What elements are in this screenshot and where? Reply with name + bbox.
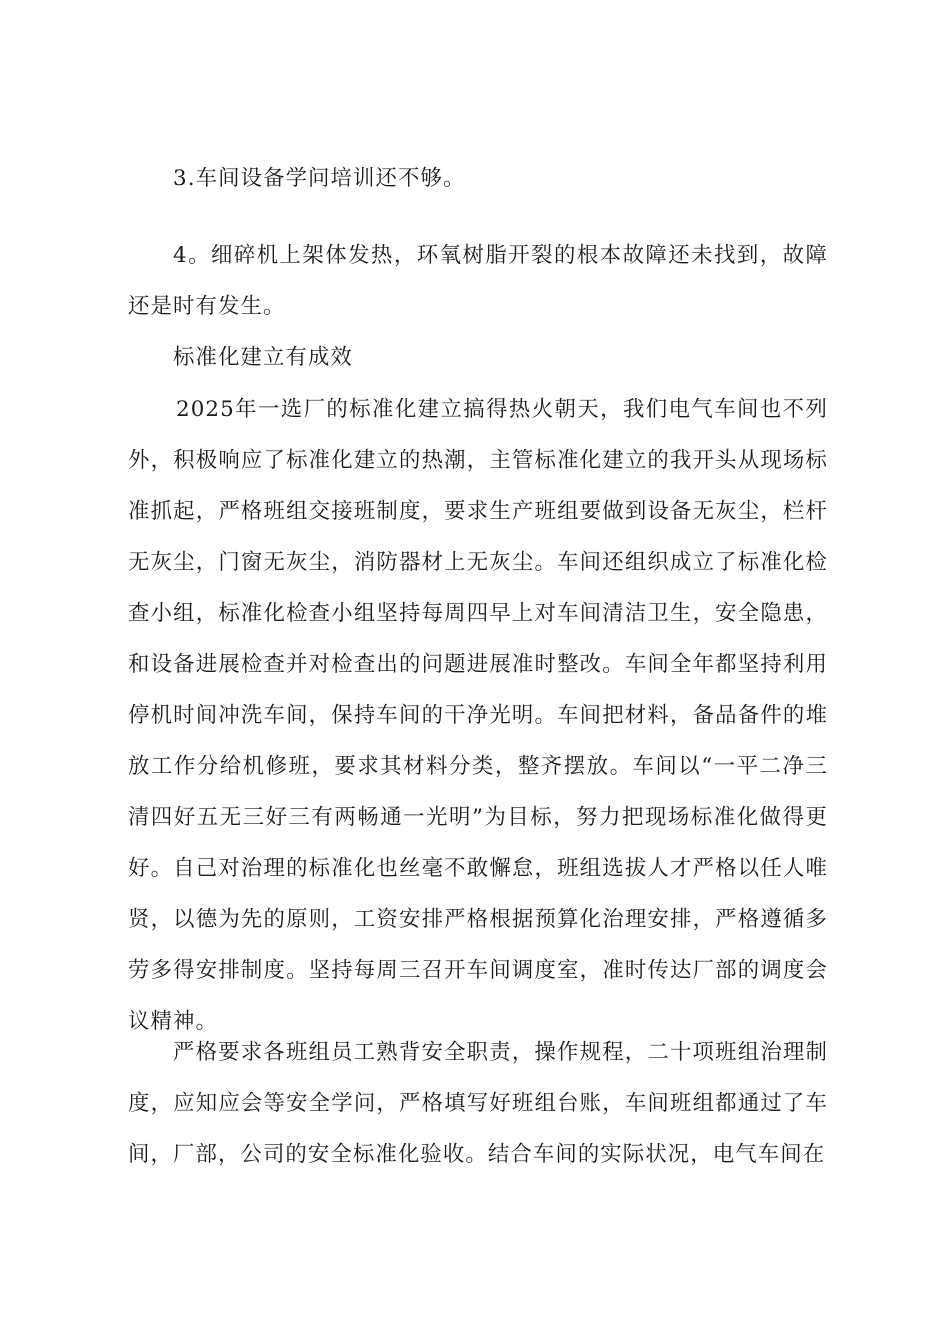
paragraph-item-3: 3.车间设备学问培训还不够。 [173,166,466,191]
paragraph-item-4: 4。细碎机上架体发热，环氧树脂开裂的根本故障还未找到，故障还是时有发生。 [128,243,828,319]
paragraph-standardization: 2025年一选厂的标准化建立搞得热火朝天，我们电气车间也不列外，积极响应了标准化建立的热潮，主管标准化建立的我开头从现场标准抓起，严格班组交接班制度，要求生产班组要做到设备无灰尘，栏杆无灰尘，门窗无灰尘，消防器材上无灰尘。车间还组织成立了标准化检查小组，标准化检查小组坚持每周四早上对车间清洁卫生，安全隐患，和设备进展检查并对检查出的问题进展准时整改。车间全年都坚持利用停机时间冲洗车间，保持车间的干净光明。车间把材料，备品备件的堆放工作分给机修班，要求其材料分类，整齐摆放。车间以“一平二净三清四好五无三好三有两畅通一光明”为目标，努力把现场标准化做得更好。自己对治理的标准化也丝毫不敢懈怠，班组选拔人才严格以任人唯贤，以德为先的原则，工资安排严格根据预算化治理安排，严格遵循多劳多得安排制度。坚持每周三召开车间调度室，准时传达厂部的调度会议精神。 [128,397,828,1034]
paragraph-safety: 严格要求各班组员工熟背安全职责，操作规程，二十项班组治理制度，应知应会等安全学问，严格填写好班组台账，车间班组都通过了车间，厂部，公司的安全标准化验收。结合车间的实际状况，电气车间在 [128,1040,828,1167]
section-heading: 标准化建立有成效 [173,345,353,370]
